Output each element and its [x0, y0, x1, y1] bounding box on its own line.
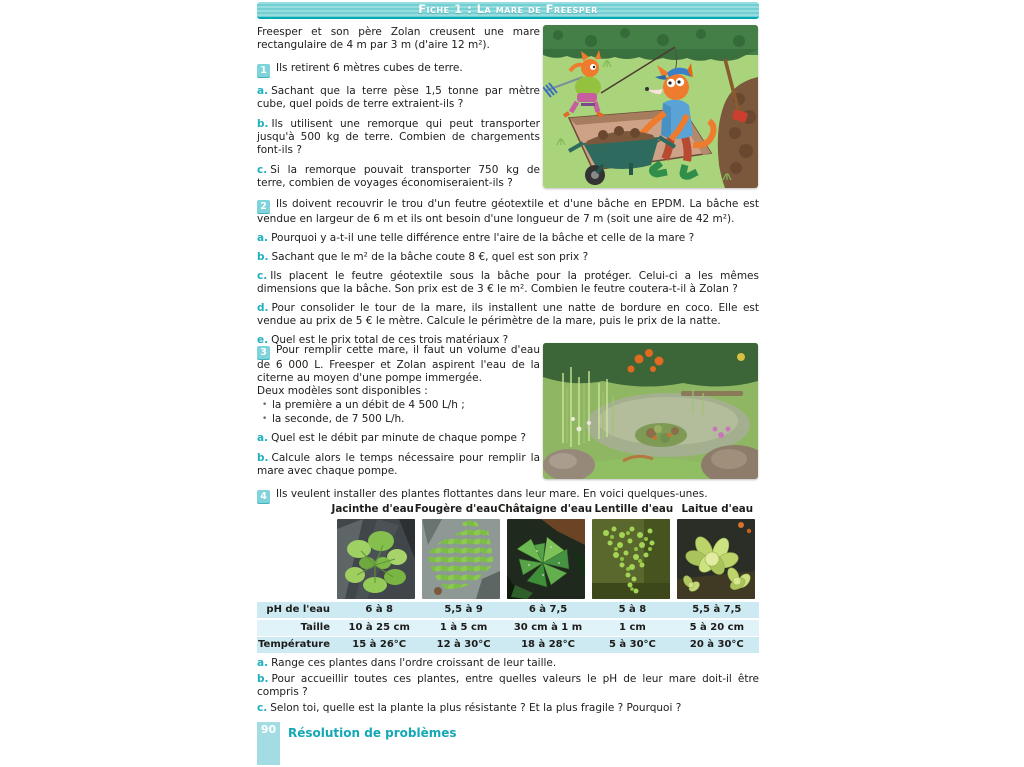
fox-digging-illustration — [543, 25, 758, 188]
row-label: pH de l'eau — [266, 604, 330, 615]
question-letter: b. — [257, 251, 269, 263]
question-letter: e. — [257, 334, 269, 346]
question-text: Si la remorque pouvait transporter 750 kg de terre, combien de voyages économiseraient-ils ? — [257, 164, 540, 189]
plant-photos — [337, 519, 755, 599]
plant-header-lentille: Lentille d'eau — [594, 503, 674, 515]
table-cell: 30 cm à 1 m — [513, 621, 583, 633]
question-text: Calcule alors le temps nécessaire pour remplir la mare avec chaque pompe. — [257, 452, 540, 477]
table-cell: 5 à 30°C — [608, 639, 656, 650]
table-row-taille — [257, 620, 759, 636]
table-cell: 10 à 25 cm — [348, 621, 410, 633]
question-text: Pour accueillir toutes ces plantes, entre quelles valeurs le pH de leur mare doit-il être compris ? — [257, 673, 759, 698]
plant-header-chataigne: Châtaigne d'eau — [497, 503, 593, 515]
table-cell: 5,5 à 7,5 — [692, 604, 742, 615]
question-text: Pourquoi y a-t-il une telle différence entre l'aire de la bâche et celle de la mare ? — [271, 232, 695, 244]
question-letter: a. — [257, 432, 269, 444]
question-letter: c. — [257, 164, 268, 176]
table-cell: 6 à 7,5 — [528, 604, 568, 615]
question-text: Ils placent le feutre géotextile sous la bâche pour la protéger. Celui-ci a les mêmes dimensions que la bâche. Son prix est de 3 € le m². Combien le feutre coutera-t-il à Zolan ? — [257, 270, 759, 295]
table-cell: 5 à 8 — [618, 604, 647, 615]
table-cell: 20 à 30°C — [689, 639, 744, 650]
table-cell: 1 à 5 cm — [439, 621, 488, 633]
question-text: Sachant que le m² de la bâche coute 8 €, quel est son prix ? — [271, 251, 589, 263]
plant-header-fougere: Fougère d'eau — [414, 503, 498, 515]
question-letter: a. — [257, 657, 269, 669]
chataigne-photo — [507, 519, 585, 599]
table-cell: 1 cm — [619, 621, 646, 633]
question-text: Quel est le prix total de ces trois matériaux ? — [271, 334, 509, 346]
fougere-photo — [422, 519, 500, 599]
plant-header-jacinthe: Jacinthe d'eau — [331, 503, 414, 515]
table-cell: 12 à 30°C — [436, 639, 491, 650]
exercise-4-number: 4 — [257, 490, 270, 503]
page-title: Fiche 1 : La mare de Freesper — [257, 2, 759, 19]
question-text: Quel est le débit par minute de chaque pompe ? — [271, 432, 526, 444]
question-letter: d. — [257, 302, 269, 314]
table-cell: 5,5 à 9 — [444, 604, 483, 615]
pond-photo — [543, 343, 758, 479]
question-letter: a. — [257, 232, 269, 244]
row-label: Température — [258, 639, 330, 650]
exercise-1-number: 1 — [257, 64, 270, 77]
question-letter: c. — [257, 270, 268, 282]
exercise-2-number: 2 — [257, 200, 270, 213]
laitue-photo — [677, 519, 755, 599]
question-text: Range ces plantes dans l'ordre croissant de leur taille. — [271, 657, 557, 669]
page-number-badge: 90 — [257, 722, 280, 765]
exercise-2-statement: Ils doivent recouvrir le trou d'un feutre géotextile et d'une bâche en EPDM. La bâche est vendue en largeur de 6 m et ils ont besoin d'une longueur de 7 m (soit une aire de 42 m²). — [257, 198, 759, 225]
question-letter: b. — [257, 118, 269, 130]
exercise-2 — [257, 198, 759, 352]
table-cell: 18 à 28°C — [521, 639, 575, 650]
question-letter: b. — [257, 452, 269, 464]
jacinthe-photo — [337, 519, 415, 599]
question-letter: c. — [257, 702, 268, 714]
intro-paragraph: Freesper et son père Zolan creusent une mare rectangulaire de 4 m par 3 m (d'aire 12 m²). — [257, 26, 540, 51]
question-text: Selon toi, quelle est la plante la plus résistante ? Et la plus fragile ? Pourquoi ? — [270, 702, 682, 714]
exercise-4-questions — [257, 657, 759, 720]
table-row-ph — [257, 602, 759, 618]
question-text: Ils utilisent une remorque qui peut transporter jusqu'à 500 kg de terre. Combien de chargements font-ils ? — [257, 118, 540, 156]
worksheet-page — [257, 0, 759, 767]
plant-column-headers — [331, 503, 759, 515]
table-row-temperature — [257, 637, 759, 653]
exercise-3-number: 3 — [257, 346, 270, 359]
lily-pads — [635, 423, 687, 447]
row-label: Taille — [300, 621, 330, 633]
table-cell: 5 à 20 cm — [689, 621, 745, 633]
exercise-3-statement: Pour remplir cette mare, il faut un volume d'eau de 6 000 L. Freesper et Zolan aspirent l'eau de la citerne au moyen d'une pompe immergée. — [257, 344, 540, 384]
exercise-4-statement: Ils veulent installer des plantes flottantes dans leur mare. En voici quelques-unes. — [276, 488, 708, 500]
exercise-1-statement: Ils retirent 6 mètres cubes de terre. — [276, 62, 463, 74]
question-text: Pour consolider le tour de la mare, ils installent une natte de bordure en coco. Elle est vendue au prix de 5 € le mètre. Calcule le périmètre de la mare, puis le prix de la natte. — [257, 302, 759, 327]
table-cell: 15 à 26°C — [352, 639, 407, 650]
lentille-photo — [592, 519, 670, 599]
question-text: Sachant que la terre pèse 1,5 tonne par mètre cube, quel poids de terre extraient-ils ? — [257, 85, 540, 110]
table-cell: 6 à 8 — [365, 604, 394, 615]
intro-section — [257, 26, 540, 57]
fox-digging-image — [543, 25, 758, 188]
exercise-1 — [257, 62, 540, 195]
section-title: Résolution de problèmes — [288, 726, 457, 740]
question-letter: a. — [257, 85, 269, 97]
question-letter: b. — [257, 673, 269, 685]
exercise-3-line2: Deux modèles sont disponibles : — [257, 385, 428, 397]
pond-photo-image — [543, 343, 758, 479]
plant-header-laitue: Laitue d'eau — [681, 503, 754, 515]
pump-option-1: • la première a un débit de 4 500 L/h ; — [257, 399, 540, 412]
exercise-3 — [257, 344, 540, 483]
plant-data-table — [257, 602, 759, 655]
pump-option-2: • la seconde, de 7 500 L/h. — [257, 413, 540, 426]
